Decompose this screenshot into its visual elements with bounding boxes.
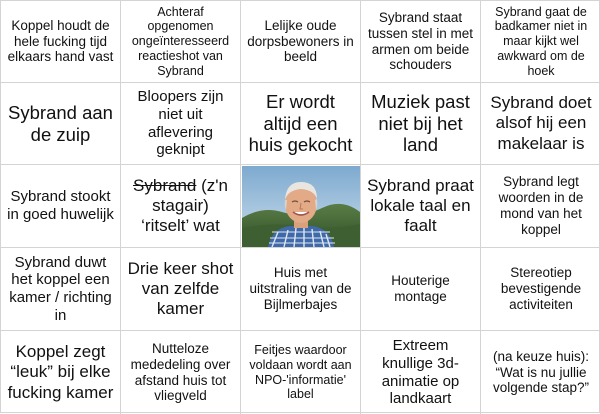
bingo-cell-text: Koppel houdt de hele fucking tijd elkaars hand vast xyxy=(7,17,114,65)
bingo-cell-16 xyxy=(1,248,121,331)
bingo-cell-19 xyxy=(361,248,481,331)
bingo-cell-text: Houterige montage xyxy=(391,273,450,304)
bingo-cell-25 xyxy=(481,331,600,414)
bingo-cell-text: Lelijke oude dorpsbewoners in beeld xyxy=(247,17,354,65)
bingo-cell-text: Sybrand legt woorden in de mond van het koppel xyxy=(498,174,584,237)
bingo-cell-text xyxy=(126,176,235,236)
bingo-cell-text: Huis met uitstraling van de Bijlmerbajes xyxy=(249,265,352,312)
bingo-cell-3 xyxy=(241,1,361,83)
bingo-cell-7 xyxy=(121,83,241,165)
bingo-cell-17 xyxy=(121,248,241,331)
bingo-cell-20 xyxy=(481,248,600,331)
bingo-cell-2 xyxy=(121,1,241,83)
bingo-cell-text: Stereotiep bevestigende activiteiten xyxy=(500,265,582,312)
bingo-cell-21 xyxy=(1,331,121,414)
bingo-cell-23 xyxy=(241,331,361,414)
remaining-text: (z'n stagair) ‘ritselt’ wat xyxy=(141,175,228,236)
bingo-cell-text: Feitjes waardoor voldaan wordt aan NPO-'informatie' label xyxy=(249,343,352,402)
bingo-cell-text: Extreem knullige 3d-animatie op landkaart xyxy=(381,337,460,408)
host-portrait-image xyxy=(242,166,360,247)
bingo-cell-8 xyxy=(241,83,361,165)
bingo-cell-text: Drie keer shot van zelfde kamer xyxy=(127,258,234,319)
bingo-cell-text: Sybrand duwt het koppel een kamer / richting in xyxy=(9,253,112,324)
bingo-cell-text: Nutteloze mededeling over afstand huis tot vliegveld xyxy=(130,340,231,404)
bingo-cell-text: Sybrand gaat de badkamer niet in maar kijkt wel awkward om de hoek xyxy=(494,4,588,78)
bingo-center-photo xyxy=(241,165,361,248)
bingo-cell-18 xyxy=(241,248,361,331)
bingo-cell-15 xyxy=(481,165,600,248)
bingo-cell-text: Sybrand aan de zuip xyxy=(8,101,113,145)
bingo-cell-14 xyxy=(361,165,481,248)
bingo-cell-5 xyxy=(481,1,600,83)
bingo-cell-text: Achteraf opgenomen ongeïnteresseerd reactieshot van Sybrand xyxy=(131,4,230,78)
bingo-cell-10 xyxy=(481,83,600,165)
bingo-cell-text: Muziek past niet bij het land xyxy=(371,90,470,156)
bingo-cell-22 xyxy=(121,331,241,414)
bingo-cell-12 xyxy=(121,165,241,248)
bingo-cell-text: Koppel zegt “leuk” bij elke fucking kamer xyxy=(7,342,114,402)
bingo-cell-9 xyxy=(361,83,481,165)
bingo-cell-24 xyxy=(361,331,481,414)
bingo-cell-text: Sybrand praat lokale taal en faalt xyxy=(367,175,474,236)
bingo-cell-6 xyxy=(1,83,121,165)
bingo-cell-text: Sybrand staat tussen stel in met armen om beide schouders xyxy=(367,9,474,73)
bingo-cell-text: Sybrand stookt in goed huwelijk xyxy=(7,188,114,223)
bingo-cell-1 xyxy=(1,1,121,83)
bingo-cell-4 xyxy=(361,1,481,83)
bingo-cell-11 xyxy=(1,165,121,248)
bingo-cell-text: Er wordt altijd een huis gekocht xyxy=(248,90,353,156)
bingo-cell-text: Sybrand doet alsof hij een makelaar is xyxy=(490,93,592,153)
bingo-cell-text: (na keuze huis): “Wat is nu jullie volgende stap?” xyxy=(492,348,590,396)
struck-word: Sybrand xyxy=(133,175,197,195)
bingo-cell-text: Bloopers zijn niet uit aflevering geknipt xyxy=(137,88,224,159)
